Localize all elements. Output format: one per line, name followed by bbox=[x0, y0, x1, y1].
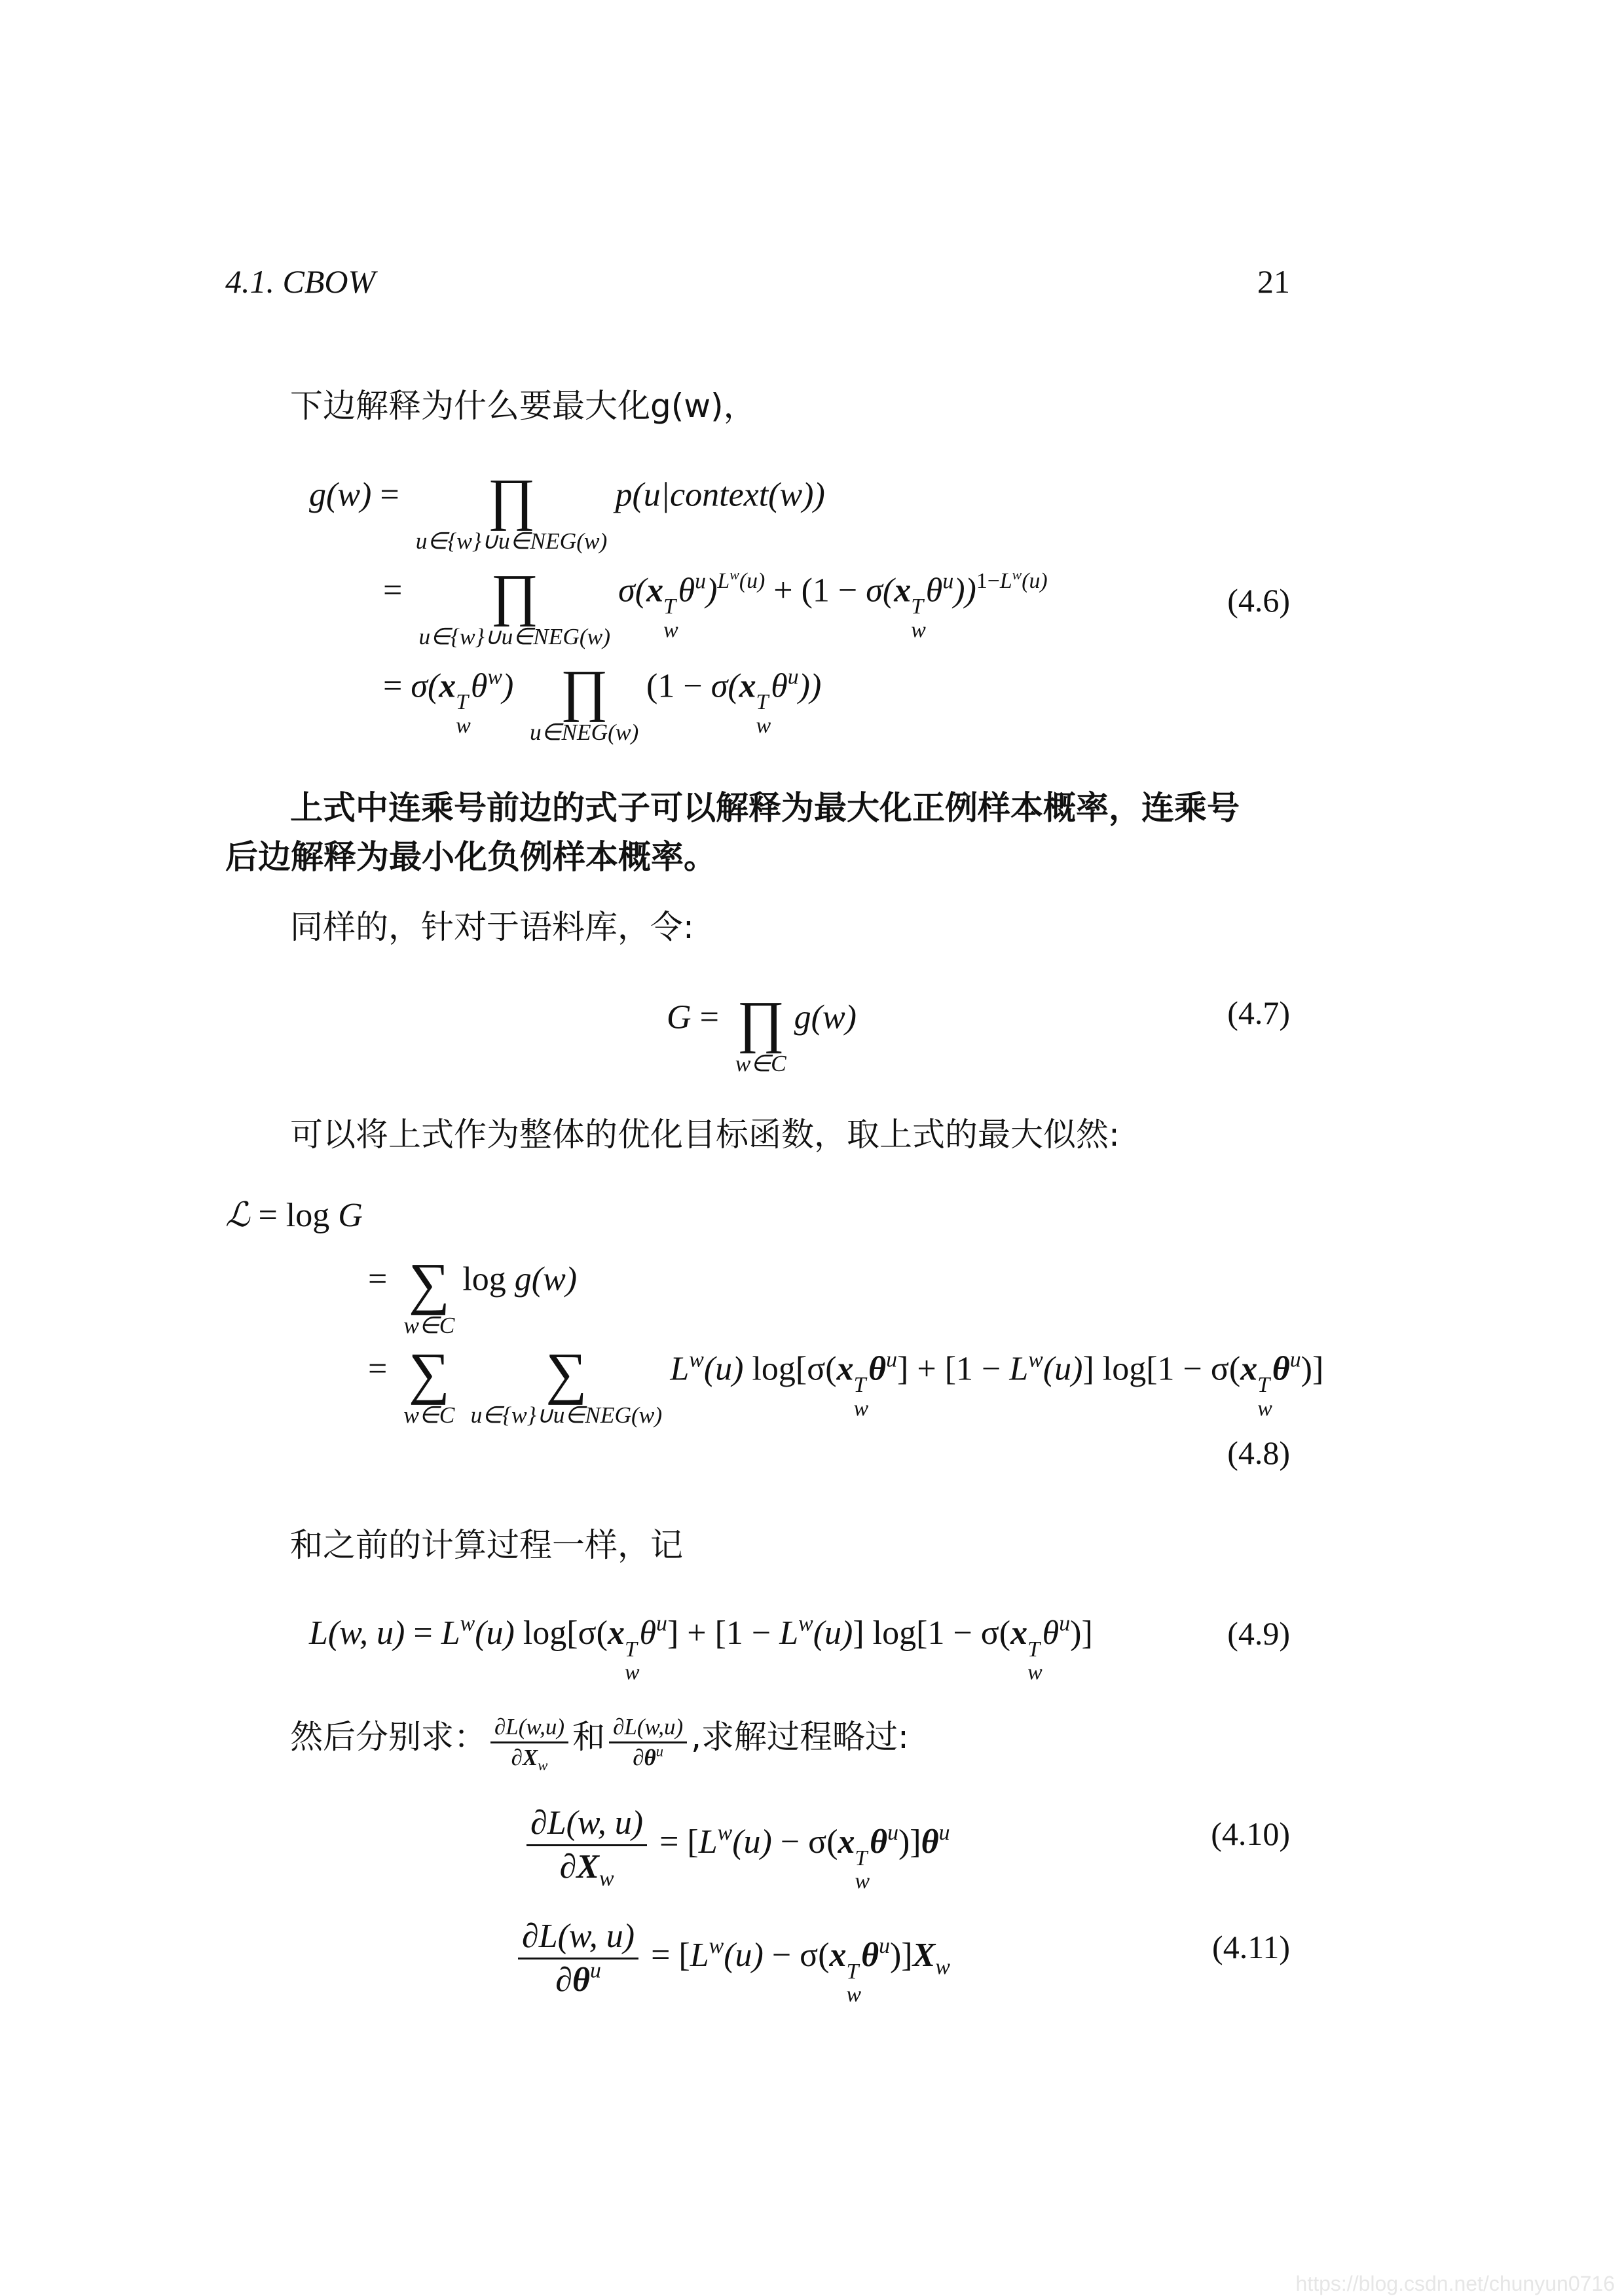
superscript bbox=[887, 1821, 898, 1845]
math-operator: )] bbox=[898, 1823, 921, 1861]
math-symbol: w bbox=[689, 1347, 704, 1372]
math-symbol: σ( bbox=[411, 667, 439, 705]
math-bold-symbol: x bbox=[894, 572, 912, 610]
math-symbol: w bbox=[1027, 1660, 1043, 1685]
text: ,求解过程略过: bbox=[691, 1717, 909, 1756]
operator-limit bbox=[530, 720, 638, 745]
math-symbol: L bbox=[779, 1614, 799, 1652]
sub-superscript bbox=[911, 595, 926, 642]
sub-superscript bbox=[1027, 1638, 1043, 1685]
superscript bbox=[718, 1821, 733, 1845]
superscript bbox=[487, 665, 502, 689]
math-symbol: θ bbox=[678, 572, 695, 610]
sub-superscript bbox=[847, 1960, 862, 2007]
math-symbol: w bbox=[717, 1820, 733, 1845]
superscript bbox=[689, 1347, 704, 1372]
sub-superscript bbox=[855, 1847, 870, 1893]
math-operator: log[σ( bbox=[523, 1614, 608, 1652]
math-symbol: ∂L(w,u) bbox=[494, 1714, 565, 1740]
math-symbol: T bbox=[846, 1959, 859, 1984]
math-symbol: u∈{w}∪u∈NEG(w) bbox=[415, 528, 608, 555]
superscript bbox=[855, 1847, 870, 1870]
math-symbol: w bbox=[1028, 1347, 1043, 1372]
math-symbol: T bbox=[911, 594, 924, 619]
math-symbol: (u) bbox=[724, 1937, 772, 1975]
math-symbol: w bbox=[729, 566, 739, 583]
math-symbol: ∂ bbox=[559, 1848, 577, 1886]
math-symbol: u∈{w}∪u∈NEG(w) bbox=[470, 1402, 663, 1429]
superscript bbox=[456, 691, 471, 714]
math-symbol: σ( bbox=[710, 667, 739, 705]
subscript bbox=[847, 1983, 862, 2006]
sub-superscript bbox=[1257, 1374, 1272, 1420]
section-header: 4.1. CBOW bbox=[225, 263, 376, 300]
eq-row bbox=[383, 659, 822, 746]
math-symbol: (u) bbox=[703, 1350, 752, 1388]
sub-superscript bbox=[625, 1638, 640, 1685]
math-bold-symbol: θ bbox=[644, 1745, 656, 1771]
math-symbol: σ( bbox=[618, 572, 647, 610]
numerator bbox=[609, 1714, 687, 1743]
math-symbol: )) bbox=[798, 667, 822, 705]
summation-operator: ∑ u∈{w}∪u∈NEG(w) bbox=[470, 1341, 663, 1429]
math-bold-symbol: x bbox=[607, 1614, 625, 1652]
subscript bbox=[935, 1955, 950, 1979]
math-operator: ] + [1 − bbox=[897, 1350, 1010, 1388]
text: 然后分别求： bbox=[290, 1717, 487, 1756]
math-operator: (1 − bbox=[646, 667, 711, 705]
eq-row bbox=[523, 1804, 950, 1893]
fraction bbox=[526, 1804, 647, 1891]
inline-fraction bbox=[605, 1714, 691, 1771]
math-bold-symbol: x bbox=[739, 667, 756, 705]
paragraph-objective: 可以将上式作为整体的优化目标函数，取上式的最大似然: bbox=[290, 1116, 1120, 1154]
math-symbol: ℒ bbox=[225, 1197, 259, 1234]
fraction bbox=[609, 1714, 687, 1772]
product-operator: ∏ u∈NEG(w) bbox=[529, 659, 639, 746]
subscript bbox=[663, 619, 678, 642]
superscript bbox=[798, 1612, 813, 1636]
math-symbol: L bbox=[999, 569, 1012, 594]
math-bold-symbol: θ bbox=[861, 1937, 879, 1975]
math-operator: − σ( bbox=[780, 1823, 838, 1861]
subscript bbox=[625, 1661, 640, 1684]
math-symbol: ∂L(w, u) bbox=[522, 1918, 635, 1955]
math-symbol: w∈C bbox=[403, 1402, 455, 1429]
fraction bbox=[518, 1917, 638, 2000]
superscript bbox=[939, 1821, 950, 1845]
math-bold-symbol: x bbox=[1010, 1614, 1028, 1652]
paragraph-bold-line2: 后边解释为最小化负例样本概率。 bbox=[225, 838, 716, 876]
math-symbol: w bbox=[855, 1869, 870, 1894]
math-operator: )] bbox=[1070, 1614, 1093, 1652]
math-symbol: g(w) bbox=[309, 476, 380, 514]
math-symbol: T bbox=[663, 594, 676, 619]
numerator bbox=[526, 1804, 647, 1846]
inline-fraction bbox=[487, 1714, 572, 1774]
math-symbol: L bbox=[670, 1350, 690, 1388]
superscript bbox=[1059, 1612, 1070, 1636]
superscript bbox=[911, 595, 926, 618]
math-bold-symbol: θ bbox=[1272, 1350, 1290, 1388]
math-symbol: θ bbox=[1042, 1614, 1060, 1652]
math-operator: = log bbox=[258, 1197, 339, 1234]
sub-superscript bbox=[663, 595, 678, 642]
superscript bbox=[460, 1612, 475, 1636]
math-bold-symbol: x bbox=[838, 1823, 855, 1861]
superscript bbox=[847, 1960, 862, 1983]
math-symbol: w bbox=[911, 617, 926, 642]
subscript bbox=[854, 1397, 869, 1420]
fraction bbox=[490, 1714, 568, 1772]
math-operator: log[σ( bbox=[752, 1350, 837, 1388]
math-symbol: (u) bbox=[1022, 569, 1048, 594]
equation-number: (4.7) bbox=[1227, 994, 1290, 1031]
math-symbol: u bbox=[886, 1347, 898, 1372]
math-symbol: ) bbox=[502, 667, 523, 705]
math-symbol: u bbox=[655, 1743, 664, 1760]
math-symbol: T bbox=[624, 1637, 637, 1662]
math-bold-symbol: θ bbox=[921, 1823, 939, 1861]
math-symbol: w bbox=[538, 1757, 548, 1774]
operator-limit bbox=[403, 1313, 454, 1338]
math-operator: ] + [1 − bbox=[667, 1614, 780, 1652]
sub-superscript bbox=[854, 1374, 869, 1420]
math-symbol: (u) bbox=[475, 1614, 523, 1652]
superscript bbox=[590, 1959, 601, 1983]
math-symbol: w bbox=[935, 1955, 950, 1980]
eq-row bbox=[383, 563, 1048, 650]
eq-row bbox=[667, 990, 857, 1077]
math-symbol: u bbox=[1059, 1611, 1071, 1636]
eq-row bbox=[309, 1611, 1093, 1685]
math-operator: = bbox=[368, 1350, 396, 1388]
math-symbol: w bbox=[1257, 1396, 1272, 1421]
math-operator: )] bbox=[1301, 1350, 1324, 1388]
watermark: https://blog.csdn.net/chunyun0716 bbox=[1295, 2272, 1615, 2295]
math-symbol: w bbox=[853, 1396, 869, 1421]
text: 和 bbox=[572, 1717, 606, 1756]
math-symbol: u bbox=[879, 1933, 890, 1958]
math-operator: ] log[1 − σ( bbox=[853, 1614, 1011, 1652]
superscript bbox=[976, 566, 1048, 594]
math-symbol: w bbox=[624, 1660, 640, 1685]
summation-operator: ∑ w∈C bbox=[403, 1341, 455, 1429]
math-symbol: ∂ bbox=[555, 1961, 572, 1999]
numerator bbox=[518, 1917, 638, 1959]
equation-number: (4.8) bbox=[1227, 1434, 1290, 1471]
math-symbol: (u) bbox=[813, 1614, 853, 1652]
superscript bbox=[663, 595, 678, 618]
paragraph-bold-line1: 上式中连乘号前边的式子可以解释为最大化正例样本概率，连乘号 bbox=[290, 789, 1240, 827]
math-operator: = bbox=[368, 1260, 396, 1298]
math-symbol: σ( bbox=[866, 572, 895, 610]
operator-limit bbox=[403, 1402, 454, 1428]
page-number: 21 bbox=[1257, 263, 1290, 300]
math-operator: log bbox=[462, 1260, 515, 1298]
superscript bbox=[729, 566, 739, 583]
math-operator: + (1 − bbox=[765, 572, 866, 610]
math-symbol: T bbox=[853, 1373, 866, 1398]
subscript bbox=[1257, 1397, 1272, 1420]
math-symbol: w bbox=[487, 665, 502, 689]
math-symbol: u bbox=[787, 665, 799, 689]
equation-number: (4.10) bbox=[1211, 1815, 1290, 1852]
superscript bbox=[886, 1347, 897, 1372]
superscript bbox=[788, 665, 799, 689]
math-symbol: p(u|context(w)) bbox=[615, 476, 825, 514]
math-symbol: ∂ bbox=[633, 1745, 644, 1771]
math-symbol: w bbox=[599, 1866, 614, 1891]
denominator bbox=[551, 1959, 605, 2000]
math-symbol: L(w, u) bbox=[309, 1614, 414, 1652]
superscript bbox=[1257, 1374, 1272, 1396]
math-symbol: T bbox=[1027, 1637, 1040, 1662]
math-bold-symbol: X bbox=[522, 1745, 538, 1771]
math-bold-symbol: x bbox=[439, 667, 456, 705]
math-symbol: L bbox=[690, 1937, 709, 1975]
math-operator: )] bbox=[889, 1937, 913, 1975]
math-symbol: u bbox=[589, 1958, 601, 1983]
math-symbol: w bbox=[1012, 566, 1022, 583]
math-operator: = bbox=[380, 476, 408, 514]
math-symbol: θ bbox=[925, 572, 943, 610]
subscript bbox=[599, 1867, 614, 1891]
subscript bbox=[456, 714, 471, 737]
paragraph-corpus: 同样的，针对于语料库，令: bbox=[290, 908, 694, 946]
math-symbol: u bbox=[938, 1820, 950, 1845]
math-symbol: (u) bbox=[1043, 1350, 1083, 1388]
denominator bbox=[507, 1743, 552, 1774]
math-bold-symbol: X bbox=[912, 1937, 936, 1975]
eq-row bbox=[309, 467, 825, 555]
eq-row bbox=[514, 1917, 950, 2007]
equation-number: (4.6) bbox=[1227, 582, 1290, 619]
math-operator: − σ( bbox=[771, 1937, 830, 1975]
math-bold-symbol: x bbox=[836, 1350, 854, 1388]
math-symbol: w bbox=[798, 1611, 813, 1636]
eq-row bbox=[368, 1252, 578, 1339]
math-symbol: ∂L(w,u) bbox=[613, 1714, 684, 1740]
math-bold-symbol: x bbox=[829, 1937, 847, 1975]
math-symbol: g(w) bbox=[514, 1260, 578, 1298]
sub-superscript bbox=[456, 691, 471, 737]
paragraph-intro: 下边解释为什么要最大化g(w)， bbox=[290, 387, 756, 425]
math-symbol: u bbox=[656, 1611, 667, 1636]
math-symbol: u bbox=[942, 569, 954, 594]
operator-limit bbox=[418, 624, 610, 649]
math-operator: = bbox=[383, 667, 411, 705]
superscript bbox=[1027, 1638, 1043, 1661]
math-operator: = bbox=[413, 1614, 441, 1652]
math-symbol: (u) bbox=[739, 569, 766, 594]
operator-limit bbox=[735, 1051, 786, 1076]
math-symbol: u bbox=[887, 1820, 898, 1845]
math-symbol: T bbox=[855, 1846, 868, 1870]
paragraph-derivatives bbox=[290, 1714, 909, 1772]
sub-superscript bbox=[756, 691, 771, 737]
math-symbol: G bbox=[338, 1197, 363, 1234]
superscript bbox=[717, 566, 766, 594]
math-symbol: ∂ bbox=[511, 1745, 523, 1771]
math-bold-symbol: x bbox=[646, 572, 664, 610]
math-symbol: T bbox=[456, 690, 469, 715]
subscript bbox=[756, 714, 771, 737]
product-operator: ∏ u∈{w}∪u∈NEG(w) bbox=[418, 563, 610, 650]
math-symbol: w bbox=[846, 1982, 862, 2007]
math-symbol: ∂L(w, u) bbox=[530, 1804, 644, 1842]
subscript bbox=[911, 619, 926, 642]
math-operator: 1− bbox=[976, 569, 1000, 594]
math-symbol: u∈NEG(w) bbox=[529, 719, 639, 746]
operator-limit bbox=[471, 1402, 663, 1428]
superscript bbox=[656, 1743, 663, 1760]
equation-number: (4.11) bbox=[1212, 1929, 1290, 1965]
math-symbol: w bbox=[456, 713, 471, 738]
math-symbol: w∈C bbox=[735, 1050, 786, 1077]
superscript bbox=[1290, 1347, 1301, 1372]
superscript bbox=[942, 569, 953, 593]
superscript bbox=[656, 1612, 667, 1636]
math-bold-symbol: x bbox=[1240, 1350, 1258, 1388]
superscript bbox=[625, 1638, 640, 1661]
paragraph-denote: 和之前的计算过程一样，记 bbox=[290, 1526, 683, 1564]
subscript bbox=[538, 1757, 547, 1774]
math-symbol: L bbox=[717, 569, 730, 594]
math-symbol: w bbox=[460, 1611, 475, 1636]
math-symbol: w bbox=[663, 617, 678, 642]
math-symbol: L bbox=[698, 1823, 718, 1861]
equation-number: (4.9) bbox=[1227, 1615, 1290, 1652]
superscript bbox=[1012, 566, 1022, 583]
product-operator: ∏ u∈{w}∪u∈NEG(w) bbox=[415, 467, 608, 555]
math-symbol: w bbox=[756, 713, 771, 738]
superscript bbox=[709, 1934, 724, 1958]
math-symbol: w∈C bbox=[403, 1312, 455, 1339]
summation-operator: ∑ w∈C bbox=[403, 1252, 455, 1339]
subscript bbox=[1027, 1661, 1043, 1684]
math-symbol: T bbox=[1257, 1373, 1270, 1398]
math-symbol: L bbox=[1009, 1350, 1029, 1388]
math-operator: ] log[1 − σ( bbox=[1082, 1350, 1241, 1388]
math-operator: = [ bbox=[642, 1937, 690, 1975]
math-symbol: )) bbox=[953, 572, 976, 610]
math-symbol: L bbox=[441, 1614, 460, 1652]
math-bold-symbol: X bbox=[576, 1848, 599, 1886]
superscript bbox=[1028, 1347, 1043, 1372]
math-bold-symbol: θ bbox=[870, 1823, 888, 1861]
math-symbol: w bbox=[709, 1933, 724, 1958]
superscript bbox=[879, 1934, 890, 1958]
math-symbol: ) bbox=[706, 572, 718, 610]
superscript bbox=[756, 691, 771, 714]
math-operator: = bbox=[383, 572, 411, 610]
superscript bbox=[854, 1374, 869, 1396]
math-bold-symbol: θ bbox=[572, 1961, 590, 1999]
math-symbol: T bbox=[756, 690, 769, 715]
math-symbol: g(w) bbox=[794, 998, 857, 1036]
math-operator: = [ bbox=[651, 1823, 699, 1861]
eq-row bbox=[368, 1341, 1324, 1429]
math-symbol: θ bbox=[771, 667, 788, 705]
math-bold-symbol: θ bbox=[868, 1350, 887, 1388]
operator-limit bbox=[416, 528, 608, 554]
math-symbol: G bbox=[667, 998, 700, 1036]
eq-row bbox=[225, 1196, 363, 1235]
math-symbol: u bbox=[695, 569, 707, 594]
superscript bbox=[695, 569, 706, 593]
math-operator: = bbox=[699, 998, 728, 1036]
math-symbol: (u) bbox=[732, 1823, 781, 1861]
subscript bbox=[855, 1870, 870, 1893]
math-symbol: u bbox=[1289, 1347, 1301, 1372]
math-symbol: θ bbox=[639, 1614, 657, 1652]
denominator bbox=[556, 1846, 618, 1891]
math-symbol: u∈{w}∪u∈NEG(w) bbox=[418, 623, 610, 650]
denominator bbox=[629, 1743, 667, 1771]
product-operator: ∏ w∈C bbox=[735, 990, 786, 1077]
math-symbol: θ bbox=[470, 667, 488, 705]
numerator bbox=[490, 1714, 568, 1743]
